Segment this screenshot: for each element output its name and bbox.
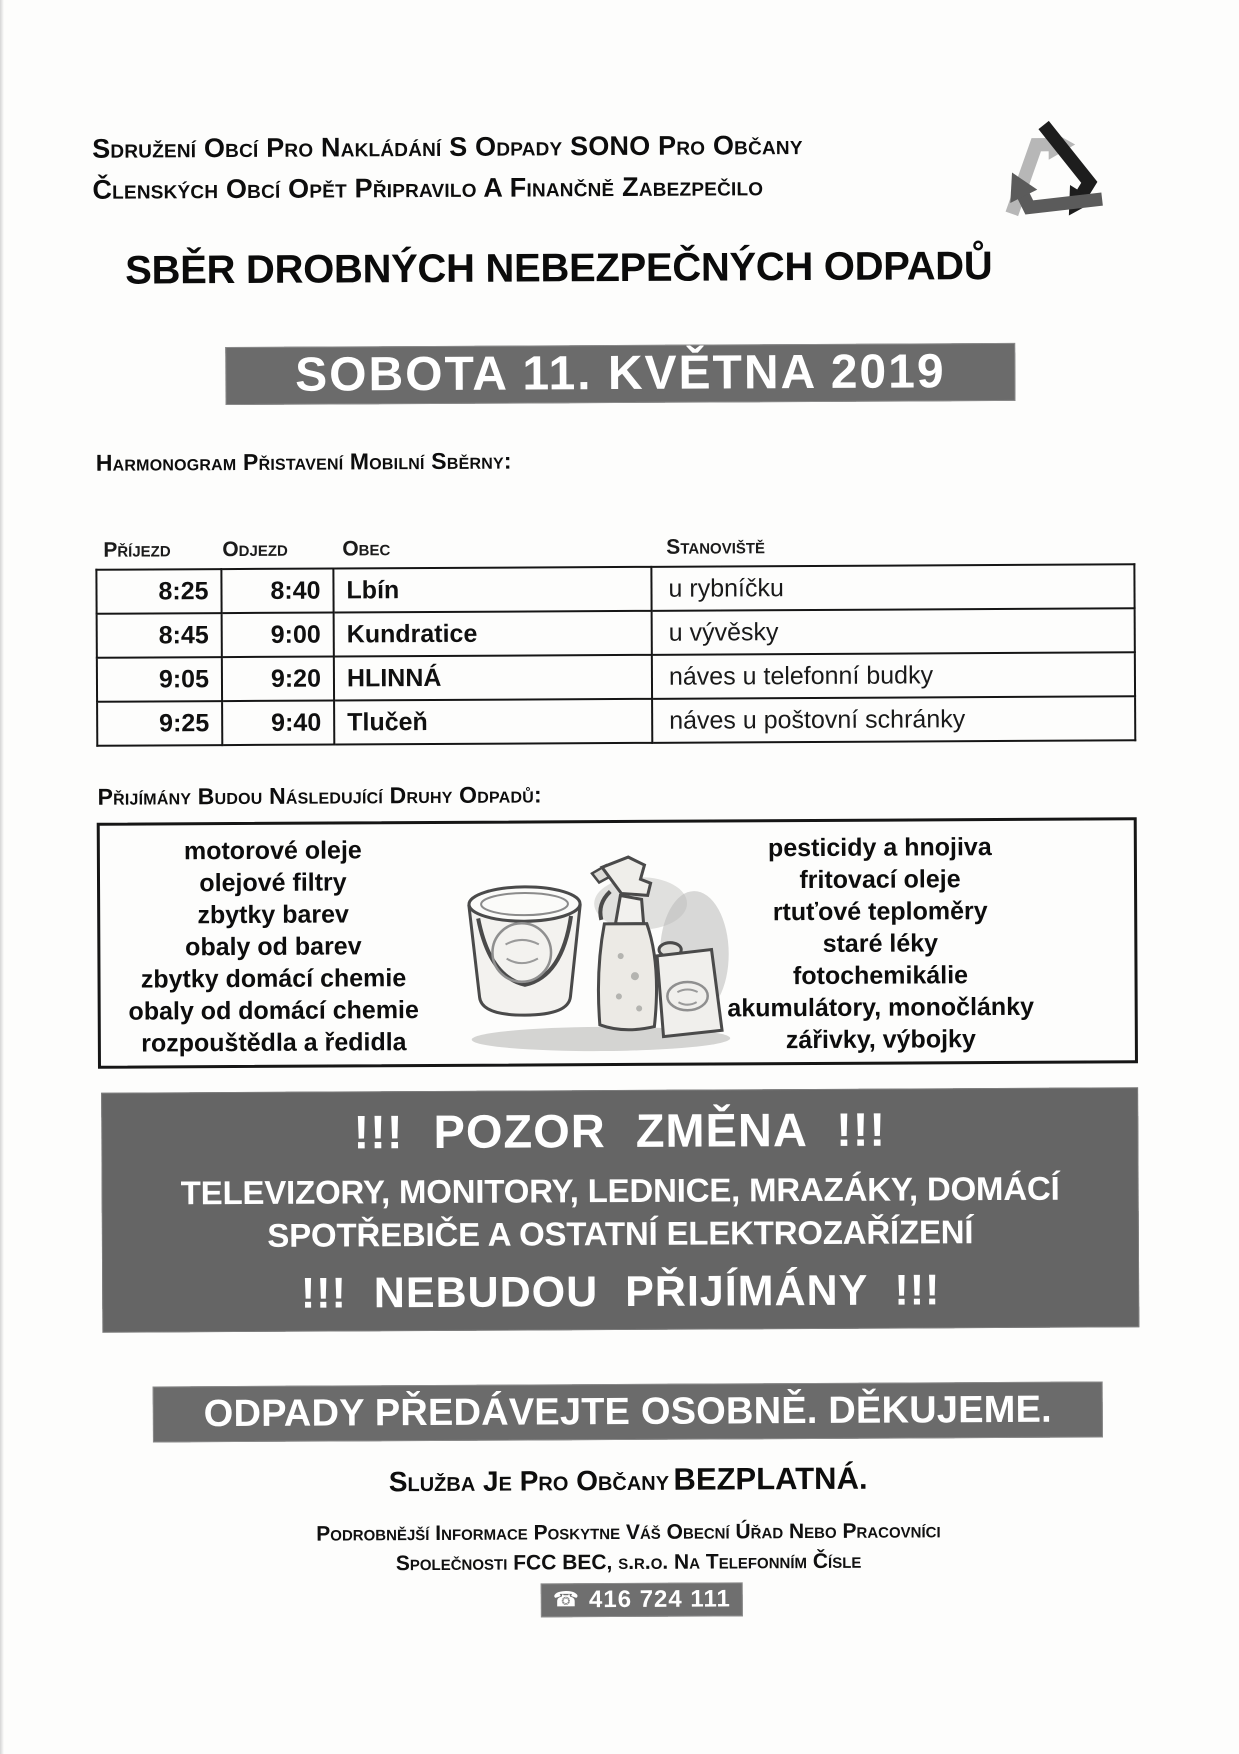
- table-row: [97, 652, 1135, 701]
- free-service-prefix: Služba Je Pro Občany: [388, 1464, 670, 1498]
- handover-banner: ODPADY PŘEDÁVEJTE OSOBNĚ. DĚKUJEME.: [153, 1381, 1103, 1442]
- schedule-heading: Harmonogram Přistavení Mobilní Sběrny:: [95, 447, 512, 476]
- waste-item: zbytky barev: [197, 900, 349, 930]
- accepted-waste-box: [97, 817, 1138, 1068]
- table-row: [97, 696, 1135, 745]
- col-header-location: Stanoviště: [666, 535, 766, 559]
- waste-item: zářivky, výbojky: [785, 1025, 976, 1055]
- table-row: [96, 564, 1134, 613]
- phone-badge: [541, 1582, 743, 1617]
- location-cell: náves u telefonní budky: [652, 652, 1135, 699]
- village-cell: Tlučeň: [334, 699, 652, 745]
- waste-item: staré léky: [822, 929, 939, 958]
- arrival-cell: 9:25: [97, 701, 222, 746]
- waste-item: rtuťové teploměry: [772, 897, 988, 927]
- warning-footer: !!! NEBUDOU PŘIJÍMÁNY !!!: [300, 1266, 941, 1319]
- village-cell: HLINNÁ: [334, 655, 652, 701]
- header-block: [92, 124, 972, 210]
- waste-item: rozpouštědla a ředidla: [141, 1028, 407, 1058]
- waste-list-right: [680, 831, 1081, 1057]
- sono-recycling-logo-icon: [976, 105, 1129, 244]
- accepted-heading: Přijímány Budou Následující Druhy Odpadů:: [97, 781, 542, 810]
- arrival-cell: 8:45: [97, 613, 222, 658]
- departure-cell: 9:00: [222, 612, 334, 657]
- waste-item: olejové filtry: [199, 868, 347, 898]
- departure-cell: 9:20: [222, 656, 334, 701]
- waste-item: akumulátory, monočlánky: [727, 992, 1035, 1023]
- warning-body: TELEVIZORY, MONITORY, LEDNICE, MRAZÁKY, DOMÁCÍ SPOTŘEBIČE A OSTATNÍ ELEKTROZAŘÍZENÍ: [180, 1169, 1060, 1254]
- departure-cell: 9:40: [222, 700, 334, 745]
- waste-item: zbytky domácí chemie: [140, 964, 407, 994]
- schedule-column-headers: [95, 533, 1135, 562]
- arrival-cell: 8:25: [96, 569, 221, 614]
- schedule-table: [95, 563, 1136, 746]
- warning-banner: [101, 1087, 1139, 1332]
- location-cell: náves u poštovní schránky: [652, 696, 1135, 743]
- info-line-2: Společnosti FCC BEC, s.r.o. Na Telefonním Čísle: [395, 1549, 862, 1576]
- waste-item: fotochemikálie: [792, 961, 969, 991]
- col-header-departure: Odjezd: [222, 537, 288, 562]
- waste-item: motorové oleje: [183, 836, 362, 866]
- location-cell: u vývěsky: [652, 608, 1135, 655]
- waste-item: pesticidy a hnojiva: [767, 833, 992, 863]
- departure-cell: 8:40: [221, 568, 333, 613]
- col-header-village: Obec: [342, 537, 391, 561]
- waste-list-left: [108, 834, 439, 1060]
- page-title: SBĚR DROBNÝCH NEBEZPEČNÝCH ODPADŮ: [125, 244, 993, 293]
- waste-item: fritovací oleje: [799, 865, 961, 895]
- waste-item: obaly od domácí chemie: [128, 996, 419, 1026]
- table-row: [97, 608, 1135, 657]
- phone-icon: ☎: [552, 1587, 581, 1611]
- info-line-1: Podrobnější Informace Poskytne Váš Obecní Úřad Nebo Pracovníci: [316, 1519, 941, 1546]
- location-cell: u rybníčku: [651, 564, 1134, 611]
- arrival-cell: 9:05: [97, 657, 222, 702]
- village-cell: Lbín: [333, 567, 651, 613]
- col-header-arrival: Příjezd: [103, 538, 171, 562]
- phone-number: 416 724 111: [588, 1585, 731, 1614]
- village-cell: Kundratice: [334, 611, 652, 657]
- free-service-line: [3, 1459, 1239, 1502]
- date-banner: SOBOTA 11. KVĚTNA 2019: [225, 343, 1015, 405]
- header-line-2: Členských Obcí Opět Připravilo A Finančně Zabezpečilo: [92, 170, 764, 205]
- warning-title: !!! POZOR ZMĚNA !!!: [353, 1102, 887, 1158]
- waste-item: obaly od barev: [185, 932, 362, 962]
- header-line-1: Sdružení Obcí Pro Nakládání S Odpady SONO Pro Občany: [92, 130, 803, 164]
- free-service-highlight: BEZPLATNÁ.: [673, 1460, 868, 1497]
